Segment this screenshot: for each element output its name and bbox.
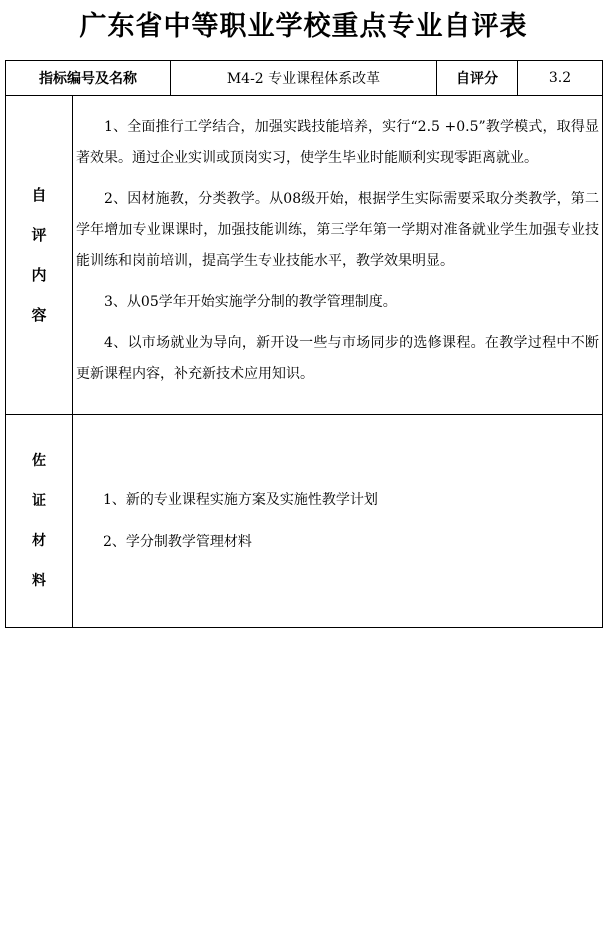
evidence-label-char: 佐: [32, 453, 46, 469]
self-eval-content: [73, 96, 603, 415]
self-eval-label-char: 自: [31, 186, 47, 204]
self-eval-paragraph: 2、因材施教，分类教学。从08级开始，根据学生实际需要采取分类教学，第二学年增加专业课课时，加强技能训练，第三学年第一学期对准备就业学生加强专业技能训练和岗前培训，提高学生专业技能水平，教学效果明显。: [76, 191, 599, 269]
score-value: 3.2: [518, 61, 603, 96]
header-row: [6, 61, 603, 96]
evidence-row: [6, 415, 603, 628]
evidence-label: [6, 415, 73, 628]
self-eval-label-char: 评: [31, 226, 47, 244]
indicator-label: 指标编号及名称: [6, 61, 171, 96]
self-eval-label-char: 容: [31, 306, 47, 324]
page-title: 广东省中等职业学校重点专业自评表: [79, 11, 528, 42]
self-eval-paragraph: 4、以市场就业为导向，新开设一些与市场同步的选修课程。在教学过程中不断更新课程内容，补充新技术应用知识。: [76, 335, 599, 382]
evidence-label-char: 料: [32, 573, 46, 589]
evidence-label-char: 证: [32, 493, 46, 509]
self-eval-paragraph: 1、全面推行工学结合，加强实践技能培养，实行“2.5 +0.5”教学模式，取得显著效果。通过企业实训或顶岗实习，使学生毕业时能顺利实现零距离就业。: [76, 119, 599, 166]
self-eval-row: [6, 96, 603, 415]
self-eval-label-char: 内: [31, 266, 47, 284]
self-eval-paragraph: 3、从05学年开始实施学分制的教学管理制度。: [104, 294, 397, 310]
self-evaluation-form: [5, 60, 603, 628]
evidence-label-char: 材: [32, 533, 46, 549]
indicator-value: M4-2 专业课程体系改革: [171, 61, 437, 96]
self-eval-label: [6, 96, 73, 415]
evidence-item: 1、新的专业课程实施方案及实施性教学计划: [103, 492, 378, 508]
evidence-content: [73, 415, 603, 628]
score-label: 自评分: [437, 61, 518, 96]
evidence-item: 2、学分制教学管理材料: [103, 534, 252, 550]
